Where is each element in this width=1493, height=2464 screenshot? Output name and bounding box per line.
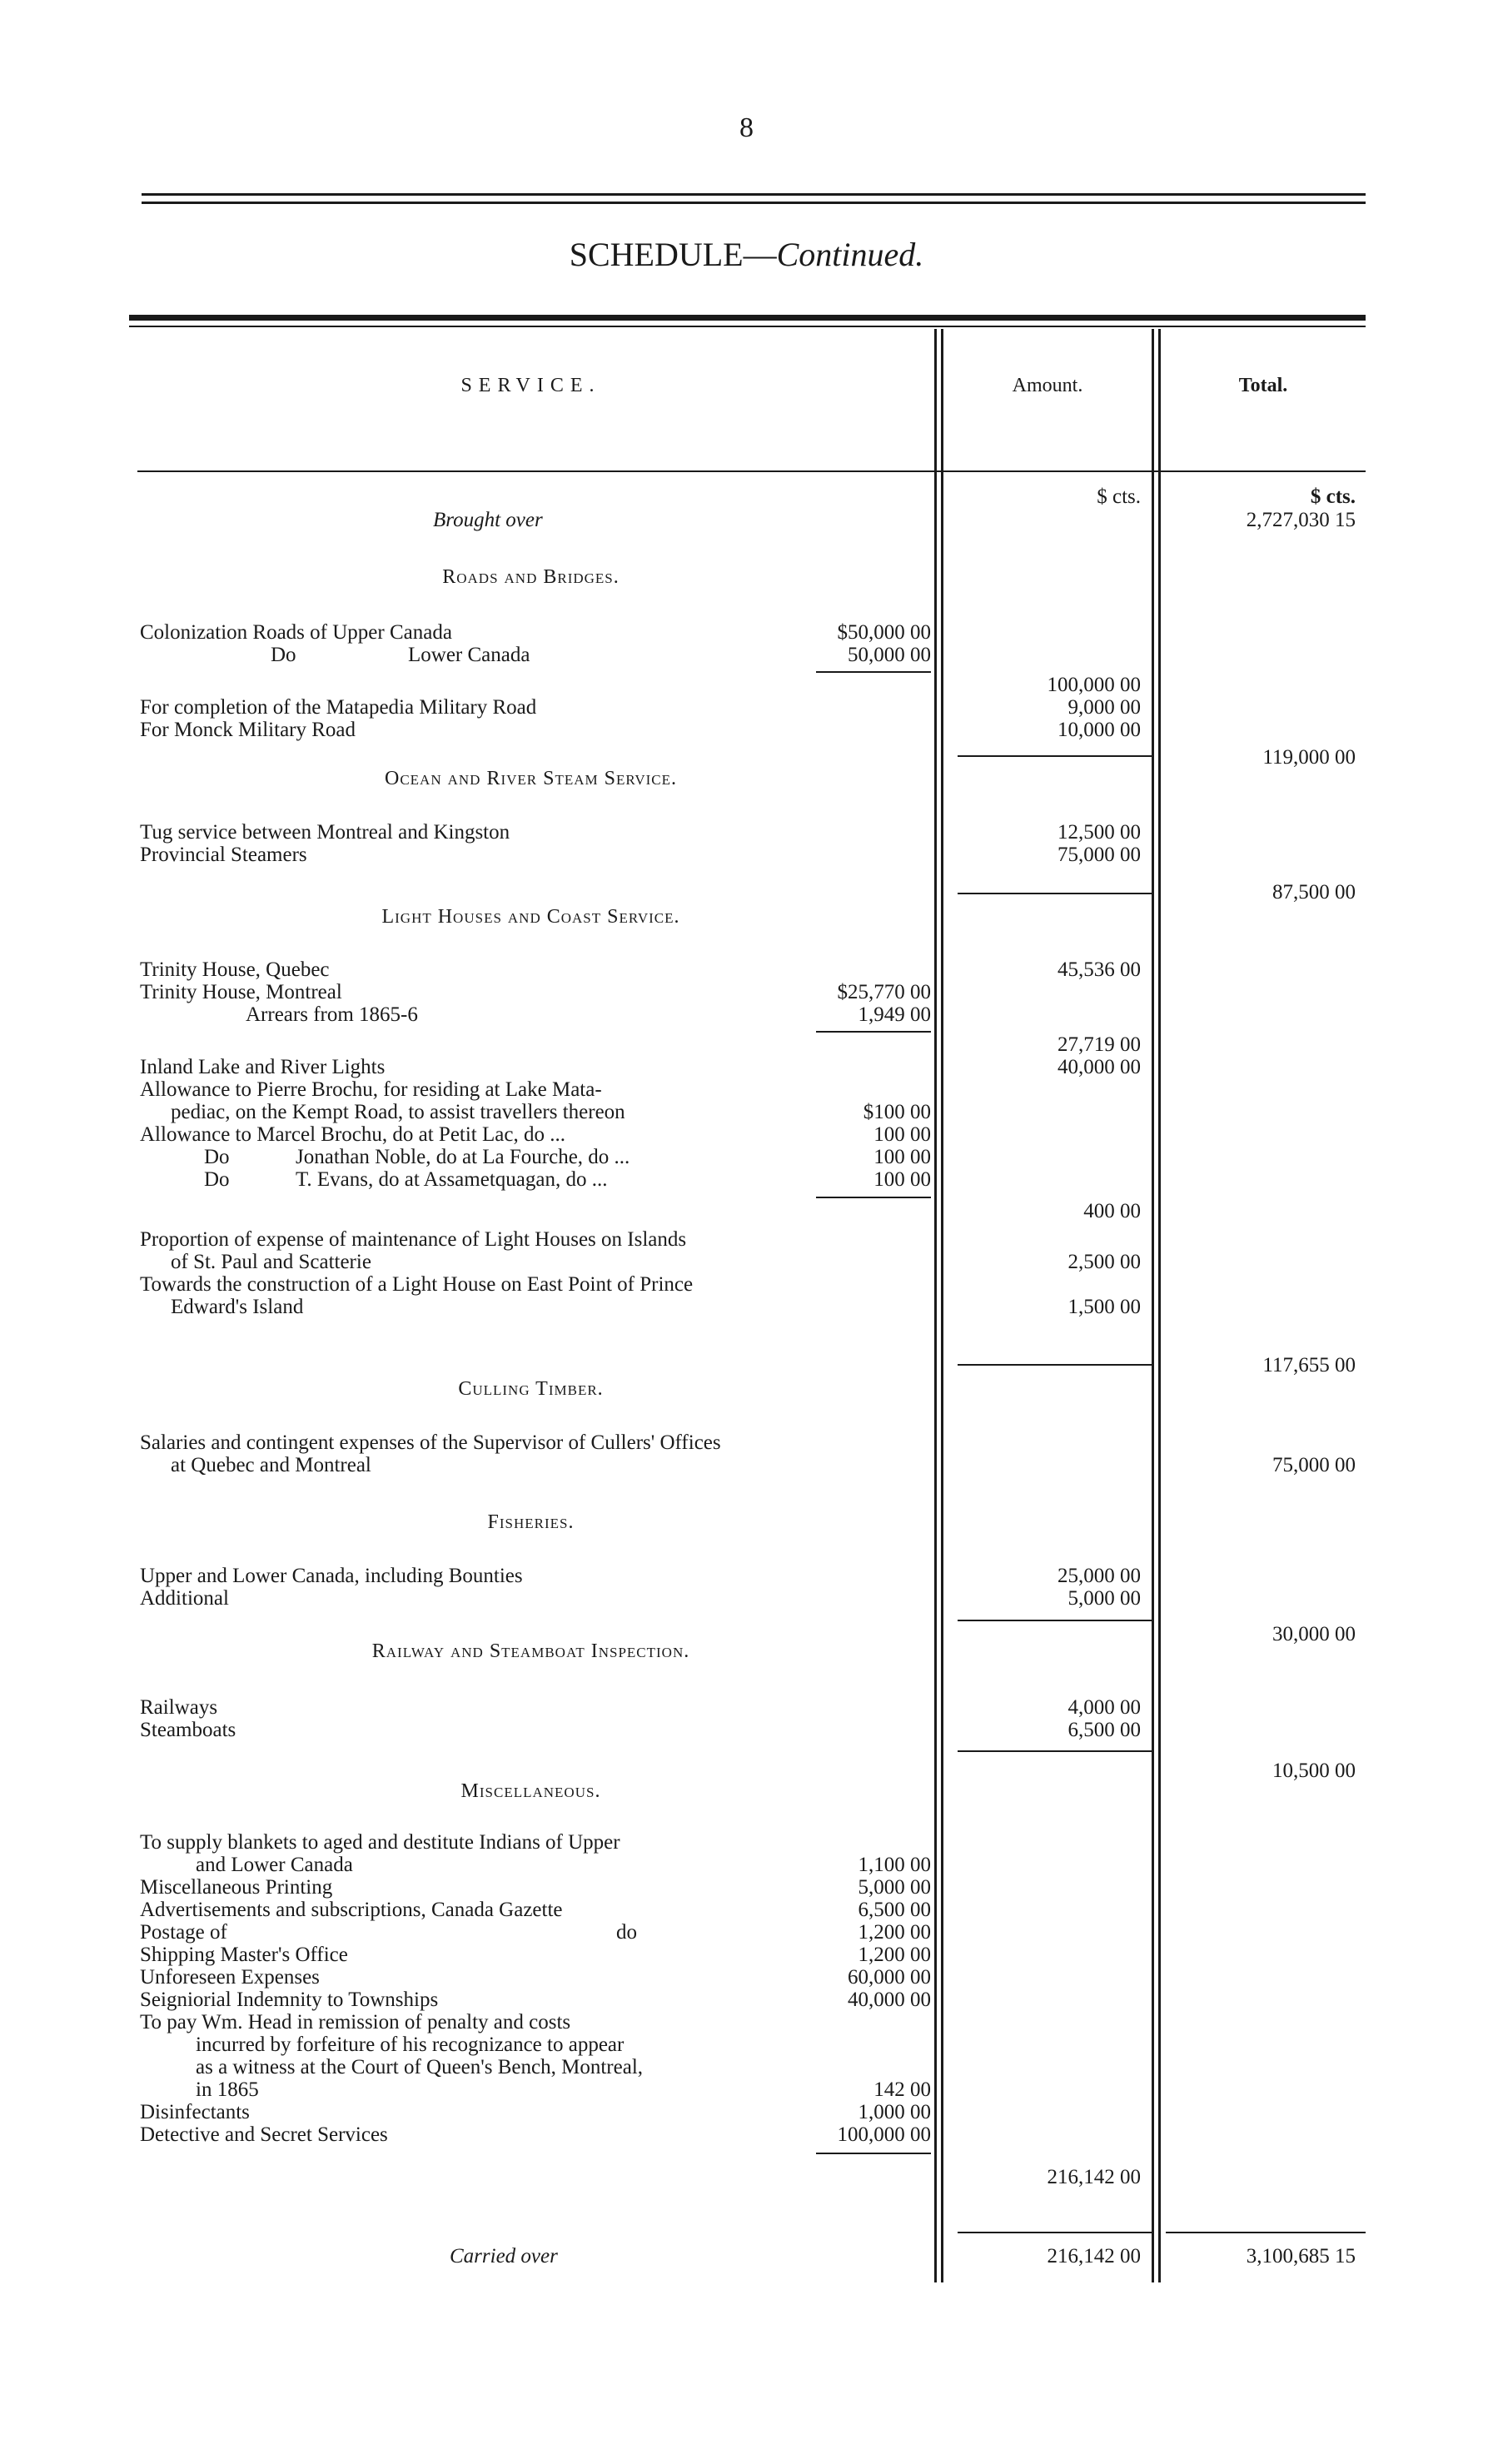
light-allow-sum: 400 00 [1083, 1200, 1141, 1222]
misc-disinfectants-amount: 1,000 00 [858, 2101, 931, 2123]
roads-upper-amount: $50,000 00 [837, 621, 931, 644]
misc-shipping-amount: 1,200 00 [858, 1944, 931, 1966]
top-rule-1 [142, 193, 1366, 196]
misc-blankets-line2: and Lower Canada [196, 1854, 353, 1876]
fisheries-amount-rule [958, 1620, 1152, 1621]
misc-blankets-amount: 1,100 00 [858, 1854, 931, 1876]
light-allow-subtotal-rule [816, 1197, 931, 1198]
header-bottom-rule [137, 470, 1366, 472]
section-railway: Railway and Steamboat Inspection. [371, 1640, 690, 1662]
misc-detective-amount: 100,000 00 [837, 2123, 931, 2146]
brought-over-total: 2,727,030 15 [1246, 509, 1356, 531]
ocean-prov-amount: 75,000 00 [1058, 844, 1141, 866]
ocean-total: 87,500 00 [1272, 881, 1356, 903]
misc-detective-label: Detective and Secret Services [140, 2123, 388, 2146]
railway-rail-label: Railways [140, 1696, 218, 1719]
ocean-tug-label: Tug service between Montreal and Kingston [140, 821, 510, 844]
light-quebec-label: Trinity House, Quebec [140, 958, 330, 981]
misc-printing-amount: 5,000 00 [858, 1876, 931, 1899]
section-fisheries: Fisheries. [487, 1511, 575, 1533]
title-continued: Continued. [776, 236, 924, 273]
misc-head-line1: To pay Wm. Head in remission of penalty and costs [140, 2011, 571, 2033]
railway-amount-rule [958, 1750, 1152, 1752]
misc-head-line2: incurred by forfeiture of his recognizance to appear [196, 2033, 625, 2056]
roads-amount-rule [958, 755, 1152, 757]
light-amount-rule [958, 1364, 1152, 1366]
ocean-tug-amount: 12,500 00 [1058, 821, 1141, 844]
light-allow4-do: Do [204, 1168, 230, 1191]
light-arrears-label: Arrears from 1865-6 [246, 1003, 418, 1026]
misc-unforeseen-amount: 60,000 00 [848, 1966, 931, 1989]
section-light: Light Houses and Coast Service. [381, 906, 680, 928]
brought-over-label: Brought over [433, 509, 543, 531]
header-total: Total. [1238, 375, 1288, 396]
railway-steam-label: Steamboats [140, 1719, 236, 1741]
light-montreal-amount: $25,770 00 [837, 981, 931, 1003]
roads-sum: 100,000 00 [1047, 674, 1141, 696]
roads-total: 119,000 00 [1262, 746, 1356, 769]
misc-postage-do: do [616, 1921, 637, 1944]
ocean-amount-rule [958, 893, 1152, 894]
light-allow3-amount: 100 00 [873, 1146, 931, 1168]
railway-total: 10,500 00 [1272, 1760, 1356, 1782]
light-allow4-amount: 100 00 [873, 1168, 931, 1191]
light-allow4-label: T. Evans, do at Assametquagan, do ... [296, 1168, 608, 1191]
light-allow3-label: Jonathan Noble, do at La Fourche, do ... [296, 1146, 630, 1168]
fisheries-add-amount: 5,000 00 [1067, 1587, 1141, 1610]
roads-monck-amount: 10,000 00 [1058, 719, 1141, 741]
light-prop-line2: of St. Paul and Scatterie [171, 1251, 371, 1273]
light-prop-line1: Proportion of expense of maintenance of Light Houses on Islands [140, 1228, 687, 1251]
light-allow1-amount: $100 00 [863, 1101, 931, 1123]
misc-disinfectants-label: Disinfectants [140, 2101, 250, 2123]
misc-head-amount: 142 00 [873, 2078, 931, 2101]
roads-matapedia-amount: 9,000 00 [1067, 696, 1141, 719]
misc-sum: 216,142 00 [1047, 2166, 1141, 2188]
ocean-prov-label: Provincial Steamers [140, 844, 307, 866]
roads-upper-label: Colonization Roads of Upper Canada [140, 621, 452, 644]
light-towards-line2: Edward's Island [171, 1296, 304, 1318]
culling-line1: Salaries and contingent expenses of the Supervisor of Cullers' Offices [140, 1431, 721, 1454]
section-misc: Miscellaneous. [460, 1780, 601, 1802]
section-roads: Roads and Bridges. [442, 566, 620, 588]
col-sep-2b [1158, 329, 1161, 2282]
misc-subtotal-rule [816, 2153, 931, 2154]
light-allow2-label: Allowance to Marcel Brochu, do at Petit Lac, do ... [140, 1123, 565, 1146]
header-amount: Amount. [1012, 375, 1083, 396]
amount-unit: $ cts. [1097, 485, 1141, 508]
roads-lower-amount: 50,000 00 [848, 644, 931, 666]
misc-blankets-line1: To supply blankets to aged and destitute Indians of Upper [140, 1831, 620, 1854]
header-service: SERVICE. [460, 375, 601, 396]
top-rule-2 [142, 202, 1366, 204]
page-title [0, 235, 1493, 274]
roads-matapedia-label: For completion of the Matapedia Military Road [140, 696, 537, 719]
misc-postage-label: Postage of [140, 1921, 227, 1944]
fisheries-add-label: Additional [140, 1587, 229, 1610]
misc-adv-amount: 6,500 00 [858, 1899, 931, 1921]
header-thin-rule [129, 326, 1366, 327]
misc-shipping-label: Shipping Master's Office [140, 1944, 348, 1966]
railway-rail-amount: 4,000 00 [1067, 1696, 1141, 1719]
carried-amount-rule [958, 2232, 1152, 2233]
col-sep-1b [941, 329, 943, 2282]
roads-lower-do: Do [271, 644, 296, 666]
section-ocean: Ocean and River Steam Service. [385, 768, 677, 789]
header-thick-rule [129, 315, 1366, 321]
light-inland-amount: 40,000 00 [1058, 1056, 1141, 1078]
carried-over-total: 3,100,685 15 [1246, 2245, 1356, 2267]
col-sep-2a [1152, 329, 1154, 2282]
light-allow2-amount: 100 00 [873, 1123, 931, 1146]
roads-lower-label: Lower Canada [408, 644, 530, 666]
roads-monck-label: For Monck Military Road [140, 719, 356, 741]
light-montreal-sum: 27,719 00 [1058, 1033, 1141, 1056]
light-total: 117,655 00 [1262, 1354, 1356, 1376]
culling-line2: at Quebec and Montreal [171, 1454, 371, 1476]
light-allow1-line2: pediac, on the Kempt Road, to assist travellers thereon [171, 1101, 625, 1123]
misc-seigniorial-label: Seigniorial Indemnity to Townships [140, 1989, 439, 2011]
fisheries-upper-amount: 25,000 00 [1058, 1565, 1141, 1587]
roads-subtotal-rule [816, 671, 931, 673]
misc-postage-amount: 1,200 00 [858, 1921, 931, 1944]
light-allow1-line1: Allowance to Pierre Brochu, for residing at Lake Mata- [140, 1078, 602, 1101]
light-arrears-amount: 1,949 00 [858, 1003, 931, 1026]
misc-adv-label: Advertisements and subscriptions, Canada Gazette [140, 1899, 563, 1921]
light-prop-amount: 2,500 00 [1067, 1251, 1141, 1273]
light-towards-amount: 1,500 00 [1067, 1296, 1141, 1318]
carried-total-rule [1166, 2232, 1366, 2233]
col-sep-1a [934, 329, 937, 2282]
railway-steam-amount: 6,500 00 [1067, 1719, 1141, 1741]
light-montreal-subtotal-rule [816, 1031, 931, 1033]
section-culling: Culling Timber. [458, 1378, 604, 1400]
carried-over-label: Carried over [450, 2245, 558, 2267]
carried-over-amount: 216,142 00 [1047, 2245, 1141, 2267]
misc-head-line3: as a witness at the Court of Queen's Bench, Montreal, [196, 2056, 644, 2078]
total-unit: $ cts. [1310, 485, 1356, 508]
misc-printing-label: Miscellaneous Printing [140, 1876, 333, 1899]
light-quebec-amount: 45,536 00 [1058, 958, 1141, 981]
title-main: SCHEDULE— [569, 236, 777, 273]
fisheries-total: 30,000 00 [1272, 1623, 1356, 1645]
light-montreal-label: Trinity House, Montreal [140, 981, 342, 1003]
misc-seigniorial-amount: 40,000 00 [848, 1989, 931, 2011]
light-towards-line1: Towards the construction of a Light House on East Point of Prince [140, 1273, 694, 1296]
page-number: 8 [739, 112, 754, 143]
misc-head-line4: in 1865 [196, 2078, 259, 2101]
fisheries-upper-label: Upper and Lower Canada, including Bounties [140, 1565, 523, 1587]
light-inland-label: Inland Lake and River Lights [140, 1056, 386, 1078]
light-allow3-do: Do [204, 1146, 230, 1168]
culling-total: 75,000 00 [1272, 1454, 1356, 1476]
misc-unforeseen-label: Unforeseen Expenses [140, 1966, 320, 1989]
